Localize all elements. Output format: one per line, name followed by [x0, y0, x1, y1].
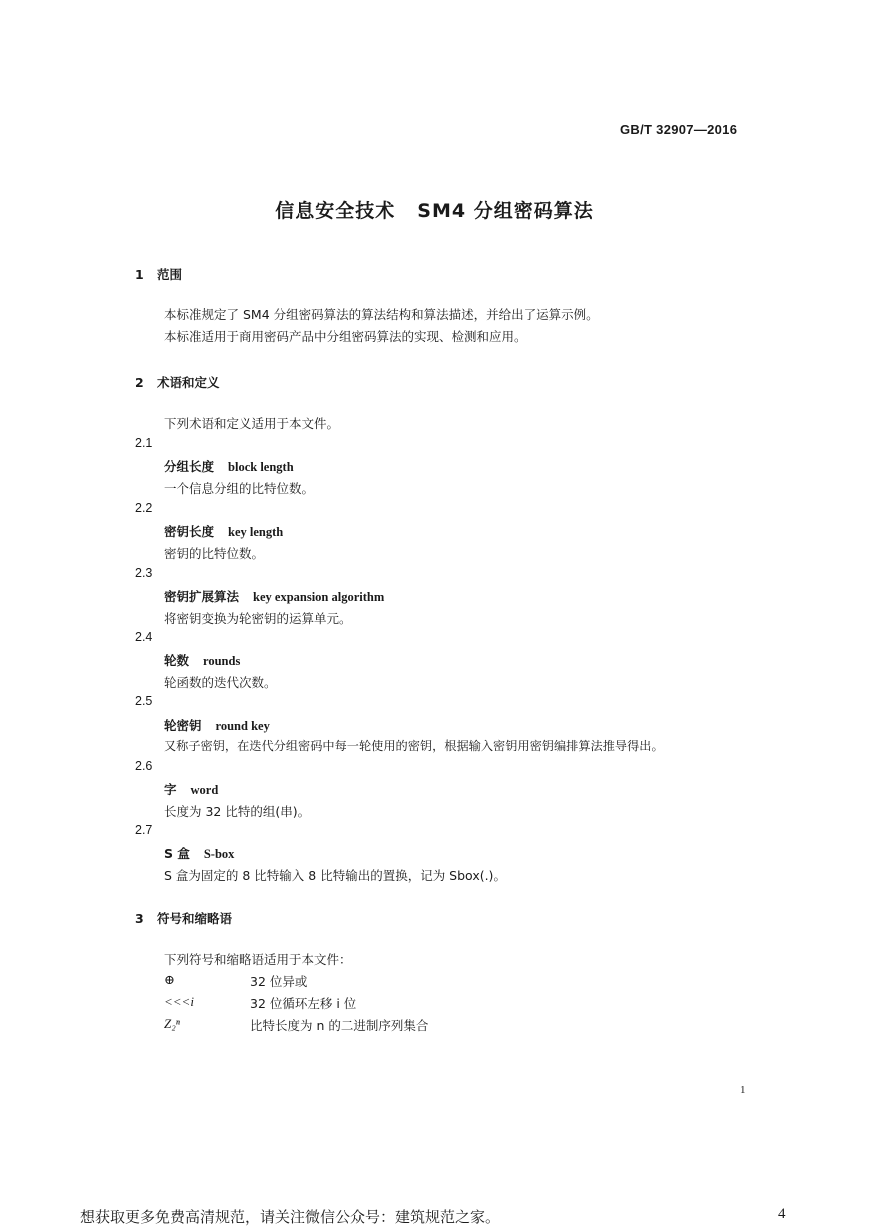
- term-heading: [164, 844, 234, 862]
- title-cn: 信息安全技术: [275, 200, 396, 222]
- term-number: 2.5: [135, 694, 153, 708]
- page-number: 1: [740, 1084, 746, 1096]
- section-title: 范围: [157, 267, 183, 282]
- section-number: 3: [135, 911, 144, 926]
- term-number: 2.6: [135, 759, 153, 773]
- term-cn: 字: [164, 782, 177, 797]
- section-1-paragraph-2: 本标准适用于商用密码产品中分组密码算法的实现、检测和应用。: [164, 329, 527, 344]
- symbol-description: 32 位循环左移 i 位: [250, 996, 357, 1011]
- term-en: key expansion algorithm: [253, 590, 385, 604]
- term-definition: 又称子密钥，在迭代分组密码中每一轮使用的密钥，根据输入密钥用密钥编排算法推导得出。: [164, 739, 664, 753]
- term-en: key length: [228, 525, 284, 539]
- term-heading: [164, 587, 384, 605]
- term-heading: [164, 716, 270, 734]
- section-1-paragraph-1: 本标准规定了 SM4 分组密码算法的算法结构和算法描述，并给出了运算示例。: [164, 307, 599, 322]
- section-title: 术语和定义: [157, 375, 220, 390]
- title-rest: SM4 分组密码算法: [417, 200, 594, 222]
- term-cn: S 盒: [164, 846, 190, 861]
- term-heading: [164, 522, 283, 540]
- symbol-binary-set: Z₂ⁿ: [164, 1016, 180, 1031]
- term-en: rounds: [203, 654, 241, 668]
- term-definition: 轮函数的迭代次数。: [164, 675, 277, 690]
- term-en: S-box: [203, 847, 235, 861]
- section-1-heading: [135, 265, 182, 283]
- footer-notice: 想获取更多免费高清规范，请关注微信公众号：建筑规范之家。: [80, 1208, 501, 1226]
- term-definition: 将密钥变换为轮密钥的运算单元。: [164, 611, 352, 626]
- section-number: 2: [135, 375, 144, 390]
- term-definition: 一个信息分组的比特位数。: [164, 481, 315, 496]
- symbol-description: 比特长度为 n 的二进制序列集合: [250, 1018, 429, 1033]
- term-en: word: [190, 783, 219, 797]
- term-number: 2.2: [135, 501, 153, 515]
- standard-code: GB/T 32907—2016: [620, 122, 738, 137]
- term-definition: S 盒为固定的 8 比特输入 8 比特输出的置换，记为 Sbox(.)。: [164, 868, 506, 883]
- section-2-heading: [135, 373, 220, 391]
- term-heading: [164, 457, 294, 475]
- term-heading: [164, 651, 240, 669]
- symbol-rotate-left: <<<i: [164, 994, 194, 1009]
- document-title: [0, 196, 869, 223]
- term-cn: 轮密钥: [164, 718, 202, 733]
- term-cn: 密钥长度: [164, 524, 215, 539]
- footer-page-number: 4: [778, 1206, 786, 1222]
- section-number: 1: [135, 267, 144, 282]
- term-cn: 密钥扩展算法: [164, 589, 240, 604]
- term-en: round key: [215, 719, 270, 733]
- section-title: 符号和缩略语: [157, 911, 233, 926]
- section-3-heading: [135, 909, 232, 927]
- term-definition: 密钥的比特位数。: [164, 546, 265, 561]
- term-definition: 长度为 32 比特的组(串)。: [164, 804, 311, 819]
- term-cn: 轮数: [164, 653, 190, 668]
- symbol-xor: ⊕: [164, 972, 175, 987]
- term-number: 2.3: [135, 566, 153, 580]
- term-number: 2.7: [135, 823, 153, 837]
- term-number: 2.4: [135, 630, 153, 644]
- section-3-intro: 下列符号和缩略语适用于本文件：: [164, 952, 352, 967]
- section-2-intro: 下列术语和定义适用于本文件。: [164, 416, 340, 431]
- term-en: block length: [228, 460, 294, 474]
- symbol-description: 32 位异或: [250, 974, 308, 989]
- term-number: 2.1: [135, 436, 153, 450]
- term-heading: [164, 780, 218, 798]
- term-cn: 分组长度: [164, 459, 215, 474]
